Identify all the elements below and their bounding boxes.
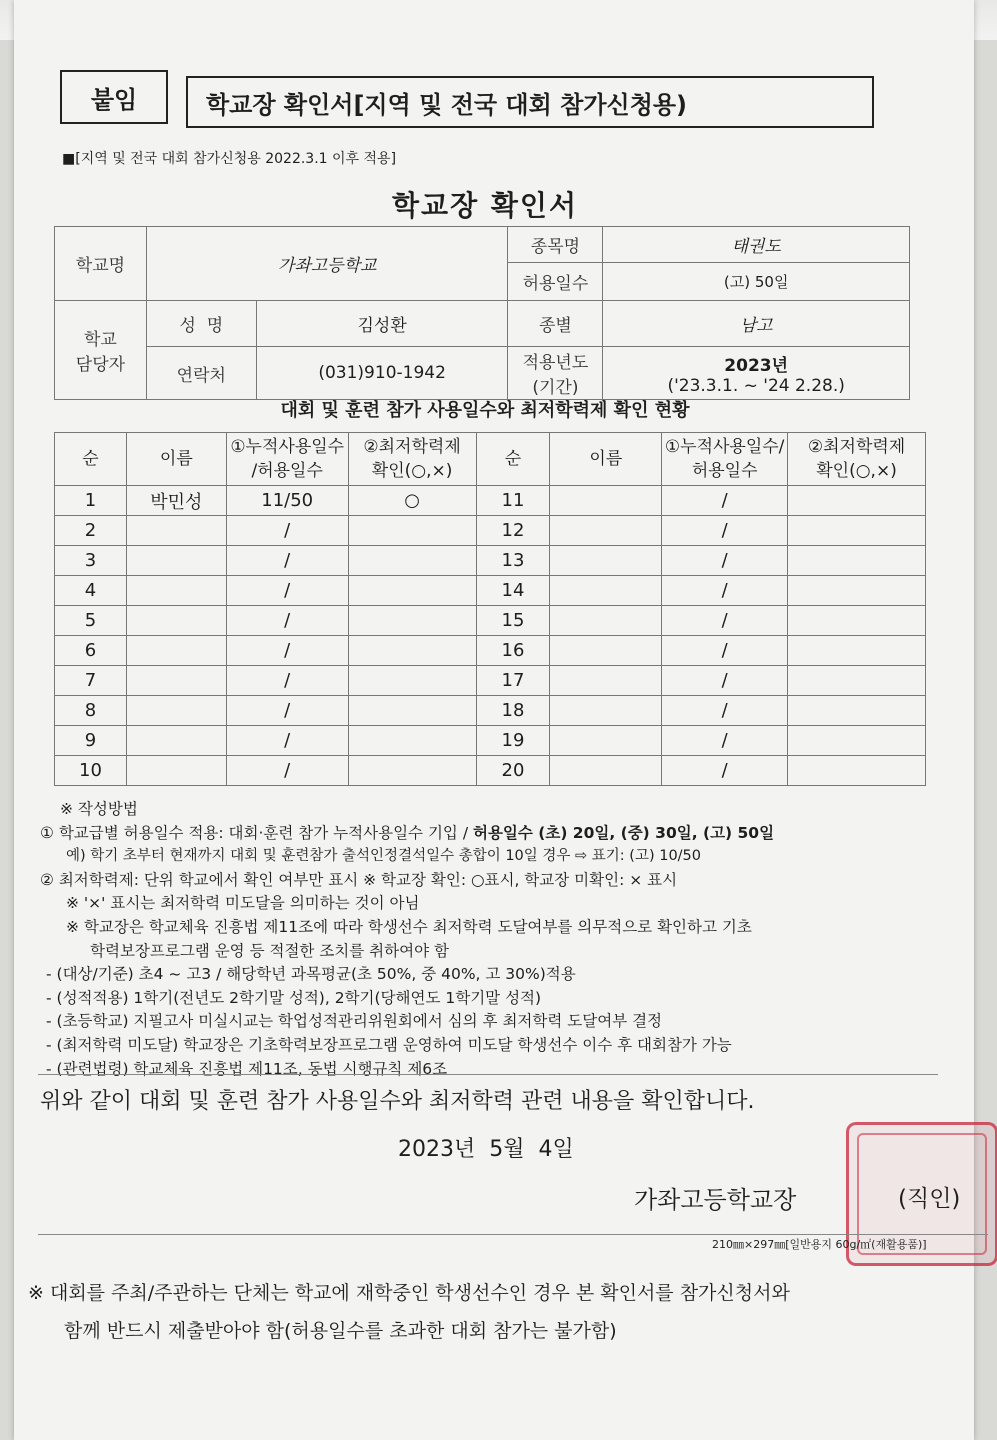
note-1-example: 예) 학기 초부터 현재까지 대회 및 훈련참가 출석인정결석일수 총합이 10일 경우 ⇨ 표기: (고) 10/50 <box>66 848 702 865</box>
applicability-note: ■[지역 및 전국 대회 참가신청용 2022.3.1 이후 적용] <box>62 151 397 167</box>
row-days: / <box>662 516 788 546</box>
col-check-line2: 확인(○,×) <box>371 461 453 481</box>
page-title: 학교장 확인서 <box>391 189 579 222</box>
row-name <box>550 576 662 606</box>
paper-spec: 210㎜×297㎜[일반용지 60g/㎡(재활용품)] <box>712 1238 927 1251</box>
col-check-line1: ②최저학력제 <box>363 437 461 457</box>
form-header-title-text: 학교장 확인서[지역 및 전국 대회 참가신청용) <box>206 90 688 119</box>
manager-label <box>55 301 147 400</box>
row-days: / <box>662 486 788 516</box>
table-row <box>55 546 926 576</box>
year-value <box>603 347 910 400</box>
row-num: 6 <box>55 636 127 666</box>
row-num: 16 <box>476 636 550 666</box>
school-label: 학교명 <box>55 227 147 301</box>
row-check <box>348 546 476 576</box>
detail-2: - (성적적용) 1학기(전년도 2학기말 성적), 2학기(당해연도 1학기말 성적) <box>46 988 542 1007</box>
table-row <box>55 756 926 786</box>
attachment-tag <box>60 70 168 124</box>
row-check <box>788 636 926 666</box>
row-name <box>126 726 226 756</box>
table-row <box>55 516 926 546</box>
footer-note-line2: 함께 반드시 제출받아야 함(허용일수를 초과한 대회 참가는 불가함) <box>64 1320 617 1342</box>
info-table <box>54 226 910 400</box>
detail-3: - (초등학교) 지필고사 미실시교는 학업성적관리위원회에서 심의 후 최저학력 도달여부 결정 <box>46 1012 663 1031</box>
row-num: 4 <box>55 576 127 606</box>
row-name <box>550 546 662 576</box>
col-days-right-line1: ①누적사용일수/ <box>664 437 785 457</box>
row-check <box>788 606 926 636</box>
note-4a: ※ 학교장은 학교체육 진흥법 제11조에 따라 학생선수 최저학력 도달여부를 의무적으로 확인하고 기초 <box>66 917 752 936</box>
row-days: / <box>662 756 788 786</box>
name-value: 김성환 <box>256 301 508 347</box>
row-name <box>126 636 226 666</box>
row-name <box>550 486 662 516</box>
signer: 가좌고등학교장 <box>634 1186 797 1214</box>
note-3: ※ '×' 표시는 최저학력 미도달을 의미하는 것이 아님 <box>66 894 420 913</box>
manager-label-line2: 담당자 <box>75 355 126 375</box>
allowed-days-value: (고) 50일 <box>603 263 910 301</box>
form-header-title <box>186 76 874 128</box>
note-4b: 학력보장프로그램 운영 등 적절한 조치를 취하여야 함 <box>90 941 449 960</box>
row-days: / <box>226 516 348 546</box>
row-name <box>550 696 662 726</box>
detail-1: - (대상/기준) 초4 ~ 고3 / 해당학년 과목평균(초 50%, 중 40%, 고 30%)적용 <box>46 965 576 984</box>
col-days-line2: /허용일수 <box>251 461 323 481</box>
col-check-right-line1: ②최저학력제 <box>807 437 906 457</box>
row-check <box>788 756 926 786</box>
note-1-part-a: ① 학교급별 허용일수 적용: 대회·훈련 참가 누적사용일수 기입 / <box>40 823 473 842</box>
row-check <box>348 696 476 726</box>
row-days: / <box>226 696 348 726</box>
row-name <box>550 726 662 756</box>
col-days-right-line2: 허용일수 <box>691 461 758 481</box>
note-1 <box>40 822 960 846</box>
year-label <box>508 347 603 400</box>
note-1-part-b: 허용일수 (초) 20일, (중) 30일, (고) 50일 <box>472 823 775 842</box>
seal-mark: (직인) <box>898 1186 961 1212</box>
row-days: / <box>226 756 348 786</box>
row-check <box>788 576 926 606</box>
row-check <box>348 606 476 636</box>
row-days: 11/50 <box>226 486 348 516</box>
year-value-line1: 2023년 <box>724 355 789 376</box>
table-row <box>55 606 926 636</box>
col-check-right-line2: 확인(○,×) <box>816 461 897 481</box>
row-num: 2 <box>55 516 127 546</box>
table-row <box>55 666 926 696</box>
row-days: / <box>226 606 348 636</box>
row-num: 18 <box>476 696 550 726</box>
date: 2023년 5월 4일 <box>398 1137 574 1162</box>
manager-label-line1: 학교 <box>84 330 117 350</box>
col-check <box>348 433 476 486</box>
row-num: 9 <box>55 726 127 756</box>
row-num: 8 <box>55 696 127 726</box>
instructions <box>40 798 960 1081</box>
row-check <box>788 726 926 756</box>
name-label: 성 명 <box>146 301 256 347</box>
year-label-line1: 적용년도 <box>522 353 589 373</box>
row-name <box>550 606 662 636</box>
row-days: / <box>226 576 348 606</box>
row-name <box>126 756 226 786</box>
row-name: 박민성 <box>126 486 226 516</box>
row-days: / <box>226 666 348 696</box>
row-num: 3 <box>55 546 127 576</box>
row-num: 14 <box>476 576 550 606</box>
col-days-right <box>662 433 788 486</box>
row-name <box>126 516 226 546</box>
row-name <box>126 576 226 606</box>
row-num: 7 <box>55 666 127 696</box>
year-value-line2: ('23.3.1. ~ '24 2.28.) <box>667 375 845 396</box>
row-check <box>348 756 476 786</box>
row-check <box>788 666 926 696</box>
row-days: / <box>662 576 788 606</box>
year-label-line2: (기간) <box>532 378 579 398</box>
col-days-line1: ①누적사용일수 <box>230 437 345 457</box>
contact-value: (031)910-1942 <box>256 347 508 400</box>
table-row <box>55 726 926 756</box>
row-num: 10 <box>55 756 127 786</box>
row-days: / <box>662 546 788 576</box>
row-days: / <box>226 726 348 756</box>
table-row <box>55 636 926 666</box>
col-num: 순 <box>55 433 127 486</box>
col-name-right: 이름 <box>550 433 662 486</box>
section-title: 대회 및 훈련 참가 사용일수와 최저학력제 확인 현황 <box>280 400 690 421</box>
row-check <box>348 636 476 666</box>
divider-bottom <box>38 1234 988 1235</box>
row-num: 1 <box>55 486 127 516</box>
row-check: ○ <box>348 486 476 516</box>
row-days: / <box>226 636 348 666</box>
row-days: / <box>226 546 348 576</box>
school-value: 가좌고등학교 <box>146 227 508 301</box>
col-num-right: 순 <box>476 433 550 486</box>
row-num: 5 <box>55 606 127 636</box>
table-row <box>55 486 926 516</box>
row-name <box>550 516 662 546</box>
event-value: 태권도 <box>603 227 910 263</box>
row-days: / <box>662 636 788 666</box>
divider-top <box>38 1074 938 1075</box>
row-num: 15 <box>476 606 550 636</box>
row-days: / <box>662 696 788 726</box>
row-name <box>126 546 226 576</box>
row-check <box>348 516 476 546</box>
col-days <box>226 433 348 486</box>
row-name <box>126 606 226 636</box>
row-days: / <box>662 666 788 696</box>
row-name <box>126 666 226 696</box>
footer-note-line1: ※ 대회를 주최/주관하는 단체는 학교에 재학중인 학생선수인 경우 본 확인서를 참가신청서와 <box>28 1282 790 1304</box>
row-num: 13 <box>476 546 550 576</box>
detail-4: - (최저학력 미도달) 학교장은 기초학력보장프로그램 운영하여 미도달 학생선수 이수 후 대회참가 가능 <box>46 1035 732 1054</box>
col-name: 이름 <box>126 433 226 486</box>
row-name <box>550 756 662 786</box>
table-row <box>55 696 926 726</box>
usage-table <box>54 432 926 786</box>
row-num: 17 <box>476 666 550 696</box>
confirmation-text: 위와 같이 대회 및 훈련 참가 사용일수와 최저학력 관련 내용을 확인합니다. <box>40 1089 755 1114</box>
row-num: 12 <box>476 516 550 546</box>
note-2: ② 최저학력제: 단위 학교에서 확인 여부만 표시 ※ 학교장 확인: ○표시, 학교장 미확인: × 표시 <box>40 870 678 889</box>
row-check <box>788 546 926 576</box>
row-check <box>348 726 476 756</box>
gender-value: 남고 <box>603 301 910 347</box>
row-check <box>788 696 926 726</box>
attachment-tag-text: 붙임 <box>90 85 138 114</box>
row-name <box>126 696 226 726</box>
row-num: 19 <box>476 726 550 756</box>
row-name <box>550 636 662 666</box>
row-name <box>550 666 662 696</box>
row-num: 11 <box>476 486 550 516</box>
row-check <box>348 666 476 696</box>
row-num: 20 <box>476 756 550 786</box>
gender-label: 종별 <box>508 301 603 347</box>
row-days: / <box>662 606 788 636</box>
allowed-days-label: 허용일수 <box>508 263 603 301</box>
detail-5: - (관련법령) 학교체육 진흥법 제11조, 동법 시행규칙 제6조 <box>46 1059 448 1078</box>
instructions-heading: ※ 작성방법 <box>60 800 138 818</box>
row-check <box>788 516 926 546</box>
col-check-right <box>788 433 926 486</box>
table-row <box>55 576 926 606</box>
contact-label: 연락처 <box>146 347 256 400</box>
event-label: 종목명 <box>508 227 603 263</box>
row-check <box>348 576 476 606</box>
row-check <box>788 486 926 516</box>
row-days: / <box>662 726 788 756</box>
